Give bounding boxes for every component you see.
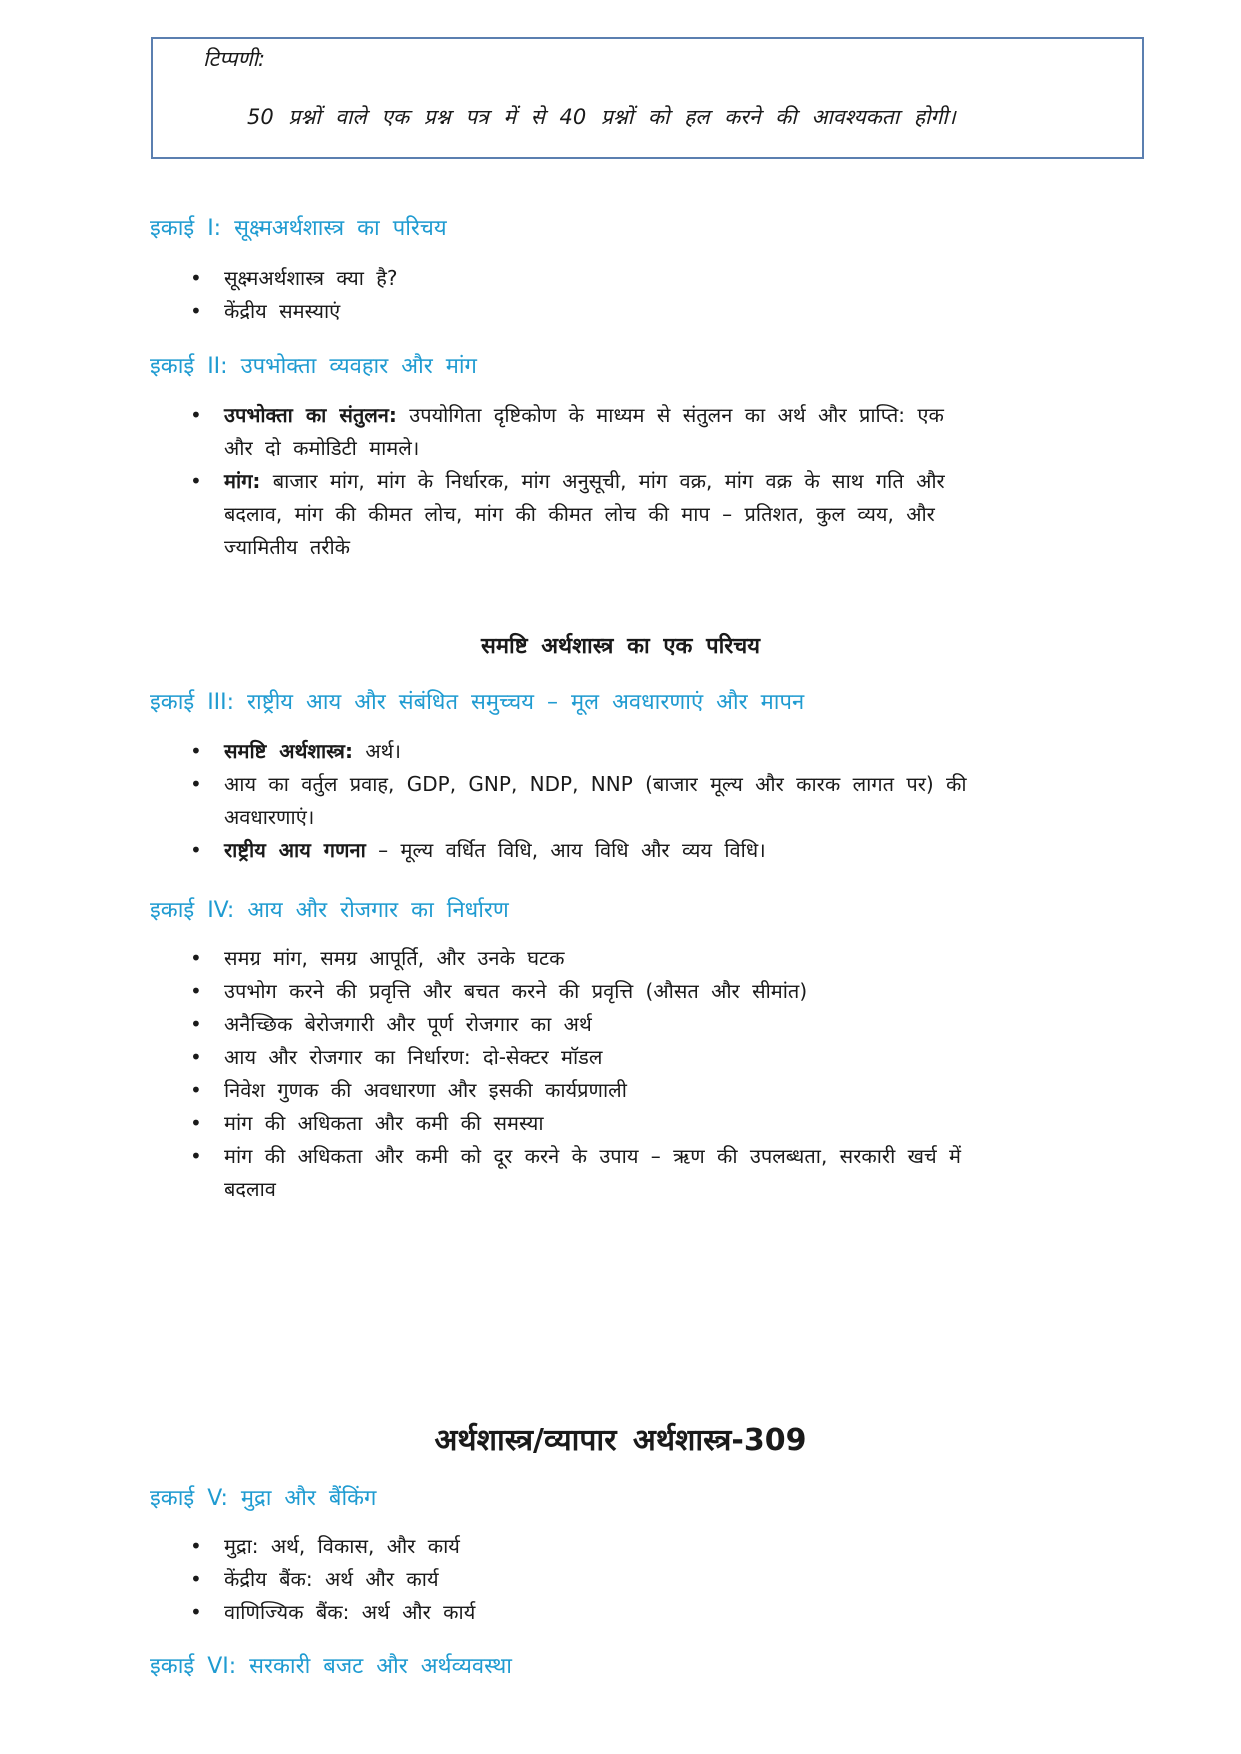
note-box [151, 37, 1144, 159]
item-text: बाजार मांग, मांग के निर्धारक, मांग अनुसूची, मांग वक्र, मांग वक्र के साथ गति और [272, 469, 945, 493]
item-text: और दो कमोडिटी मामले। [224, 436, 420, 460]
list-item [190, 735, 967, 768]
unit-1-list [190, 262, 397, 328]
unit-3-heading: इकाई III: राष्ट्रीय आय और संबंधित समुच्चय – मूल अवधारणाएं और मापन [150, 690, 805, 715]
note-title: टिप्पणी: [203, 47, 266, 71]
unit-6-heading: इकाई VI: सरकारी बजट और अर्थव्यवस्था [150, 1654, 513, 1679]
item-label: राष्ट्रीय आय गणना [224, 838, 366, 862]
unit-5-list [190, 1530, 475, 1629]
note-text: 50 प्रश्नों वाले एक प्रश्न पत्र में से 40 प्रश्नों को हल करने की आवश्यकता होगी। [247, 105, 956, 129]
list-item [190, 465, 945, 564]
list-item: • मांग की अधिकता और कमी की समस्या [190, 1107, 961, 1140]
list-item: • समग्र मांग, समग्र आपूर्ति, और उनके घटक [190, 942, 961, 975]
list-item: • मुद्रा: अर्थ, विकास, और कार्य [190, 1530, 475, 1563]
macro-heading: समष्टि अर्थशास्त्र का एक परिचय [480, 634, 760, 659]
item-text: अवधारणाएं। [224, 805, 315, 829]
item-text: बदलाव [224, 1177, 276, 1201]
item-text: बदलाव, मांग की कीमत लोच, मांग की कीमत लोच की माप – प्रतिशत, कुल व्यय, और [224, 502, 935, 526]
list-item: • केंद्रीय समस्याएं [190, 295, 397, 328]
list-item: • अनैच्छिक बेरोजगारी और पूर्ण रोजगार का अर्थ [190, 1008, 961, 1041]
item-text: मांग की अधिकता और कमी को दूर करने के उपाय – ऋण की उपलब्धता, सरकारी खर्च में [224, 1144, 962, 1168]
item-label: समष्टि अर्थशास्त्र: [224, 739, 353, 763]
unit-2-heading: इकाई II: उपभोक्ता व्यवहार और मांग [150, 354, 477, 379]
list-item [190, 834, 967, 867]
item-text: ज्यामितीय तरीके [224, 535, 351, 559]
unit-5-heading: इकाई V: मुद्रा और बैंकिंग [150, 1486, 377, 1511]
item-label: उपभोक्ता का संतुलन: [224, 403, 397, 427]
list-item: • उपभोग करने की प्रवृत्ति और बचत करने की प्रवृत्ति (औसत और सीमांत) [190, 975, 961, 1008]
list-item [190, 1140, 961, 1206]
list-item: • वाणिज्यिक बैंक: अर्थ और कार्य [190, 1596, 475, 1629]
item-text: आय का वर्तुल प्रवाह, GDP, GNP, NDP, NNP (बाजार मूल्य और कारक लागत पर) की [224, 772, 967, 796]
list-item: • आय और रोजगार का निर्धारण: दो-सेक्टर मॉडल [190, 1041, 961, 1074]
list-item: • सूक्ष्मअर्थशास्त्र क्या है? [190, 262, 397, 295]
unit-3-list [190, 735, 967, 867]
list-item: • केंद्रीय बैंक: अर्थ और कार्य [190, 1563, 475, 1596]
unit-2-list [190, 399, 945, 564]
item-label: मांग: [224, 469, 261, 493]
list-item [190, 768, 967, 834]
unit-4-heading: इकाई IV: आय और रोजगार का निर्धारण [150, 898, 509, 923]
list-item [190, 399, 945, 465]
big-heading: अर्थशास्त्र/व्यापार अर्थशास्त्र-309 [434, 1423, 807, 1458]
item-text: अर्थ। [365, 739, 401, 763]
list-item: • निवेश गुणक की अवधारणा और इसकी कार्यप्रणाली [190, 1074, 961, 1107]
item-text: उपयोगिता दृष्टिकोण के माध्यम से संतुलन का अर्थ और प्राप्ति: एक [409, 403, 944, 427]
unit-1-heading: इकाई I: सूक्ष्मअर्थशास्त्र का परिचय [150, 216, 447, 241]
item-text: – मूल्य वर्धित विधि, आय विधि और व्यय विधि। [378, 838, 766, 862]
unit-4-list [190, 942, 961, 1206]
